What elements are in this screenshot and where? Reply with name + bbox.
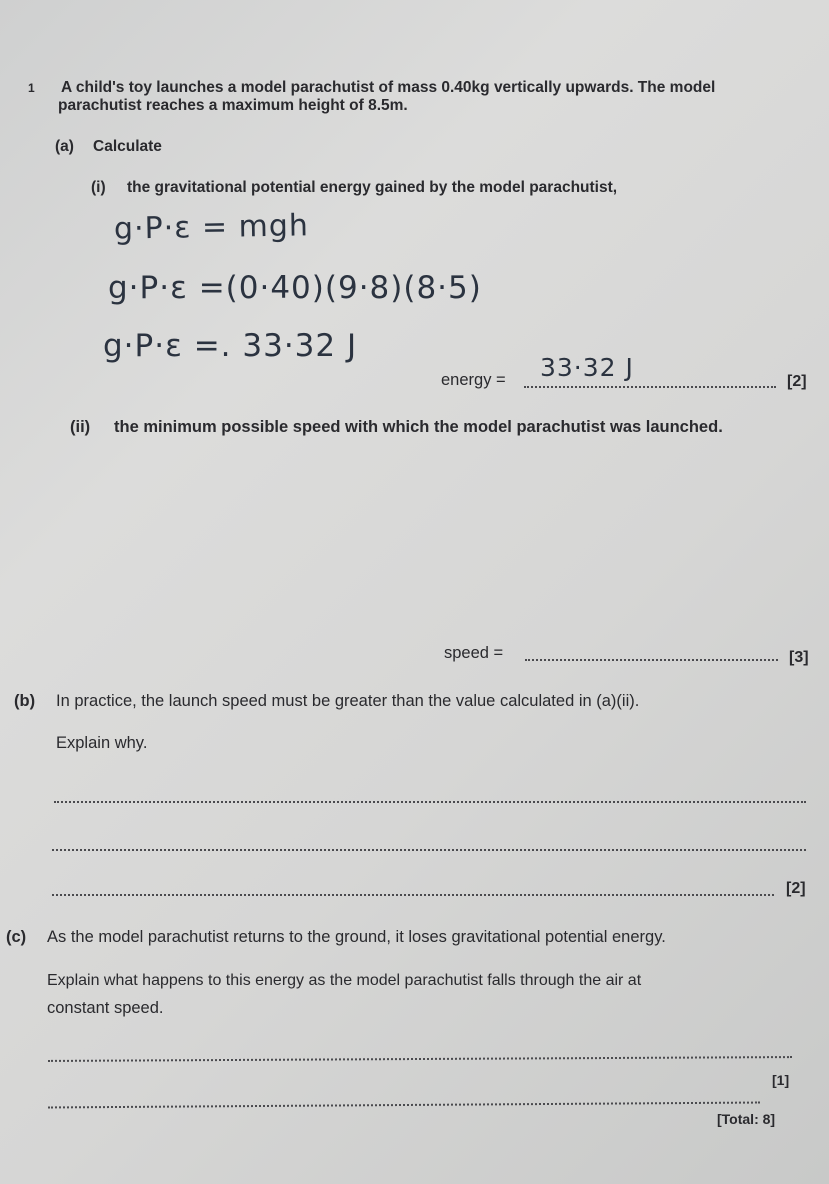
speed-answer-line — [525, 659, 778, 661]
part-b-line1: In practice, the launch speed must be greater than the value calculated in (a)(ii). — [56, 692, 640, 710]
handwriting-line-3: g·P·ε =. 33·32 J — [103, 328, 358, 364]
part-b-answer-line-3 — [52, 894, 774, 896]
part-c-answer-line-2 — [48, 1102, 760, 1109]
handwriting-line-1: g·P·ε = mgh — [113, 208, 310, 247]
question-number: 1 — [28, 81, 35, 95]
question-intro-line1: A child's toy launches a model parachutist of mass 0.40kg vertically upwards. The model — [61, 79, 716, 96]
part-b-marks: [2] — [786, 880, 806, 897]
part-a-label: (a) — [55, 138, 74, 155]
energy-answer-line — [524, 386, 776, 388]
sub-i-marks: [2] — [787, 373, 807, 390]
total-marks: [Total: 8] — [717, 1111, 776, 1127]
part-c-line2: Explain what happens to this energy as the model parachutist falls through the air at — [47, 972, 642, 989]
handwriting-line-2: g·P·ε =(0·40)(9·8)(8·5) — [108, 270, 482, 306]
speed-answer-label: speed = — [444, 644, 504, 662]
part-c-line1: As the model parachutist returns to the ground, it loses gravitational potential energy. — [47, 928, 666, 946]
sub-ii-text: the minimum possible speed with which the model parachutist was launched. — [114, 418, 723, 436]
energy-answer-value: 33·32 J — [540, 353, 634, 382]
sub-ii-marks: [3] — [789, 649, 809, 666]
part-c-label: (c) — [6, 928, 27, 946]
part-b-label: (b) — [14, 692, 36, 710]
part-b-answer-line-2 — [52, 849, 806, 851]
part-b-line2: Explain why. — [56, 734, 148, 752]
part-b-answer-line-1 — [54, 801, 806, 803]
question-intro-line2: parachutist reaches a maximum height of 8.5m. — [58, 97, 408, 114]
part-c-answer-line-1 — [48, 1056, 792, 1062]
sub-ii-label: (ii) — [70, 418, 91, 436]
part-c-line3: constant speed. — [47, 999, 164, 1017]
sub-i-label: (i) — [91, 179, 106, 196]
sub-i-text: the gravitational potential energy gained by the model parachutist, — [127, 179, 618, 196]
part-a-instruction: Calculate — [93, 138, 162, 155]
energy-answer-label: energy = — [441, 371, 506, 389]
part-c-marks: [1] — [772, 1072, 790, 1088]
